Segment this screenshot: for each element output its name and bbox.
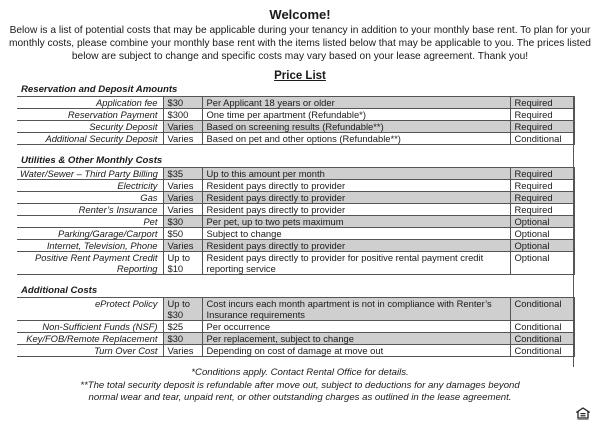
cost-description: Per Applicant 18 years or older bbox=[202, 97, 510, 109]
cost-item-label: Application fee bbox=[17, 97, 163, 109]
cost-item-label: Water/Sewer – Third Party Billing bbox=[17, 168, 163, 180]
table-row bbox=[17, 321, 574, 333]
cost-description: Resident pays directly to provider bbox=[202, 204, 510, 216]
cost-status: Required bbox=[510, 97, 574, 109]
cost-description: Resident pays directly to provider for positive rental payment credit reporting service bbox=[202, 252, 510, 275]
table-row bbox=[17, 180, 574, 192]
cost-status: Optional bbox=[510, 216, 574, 228]
table-right-border bbox=[573, 96, 574, 367]
cost-price: Varies bbox=[163, 345, 202, 357]
table-row bbox=[17, 97, 574, 109]
cost-price: $30 bbox=[163, 97, 202, 109]
table-row bbox=[17, 168, 574, 180]
cost-description: Depending on cost of damage at move out bbox=[202, 345, 510, 357]
table-row bbox=[17, 204, 574, 216]
table-row bbox=[17, 298, 574, 321]
cost-item-label: Parking/Garage/Carport bbox=[17, 228, 163, 240]
cost-price: $30 bbox=[163, 216, 202, 228]
price-sheet bbox=[17, 84, 574, 357]
cost-description: Per replacement, subject to change bbox=[202, 333, 510, 345]
cost-item-label: Pet bbox=[17, 216, 163, 228]
section-title: Utilities & Other Monthly Costs bbox=[21, 155, 163, 166]
cost-item-label: Key/FOB/Remote Replacement bbox=[17, 333, 163, 345]
cost-item-label: Gas bbox=[17, 192, 163, 204]
cost-price: Varies bbox=[163, 192, 202, 204]
cost-item-label: Electricity bbox=[17, 180, 163, 192]
cost-price: $300 bbox=[163, 109, 202, 121]
table-row bbox=[17, 109, 574, 121]
table-row bbox=[17, 333, 574, 345]
cost-status: Optional bbox=[510, 252, 574, 275]
cost-description: Resident pays directly to provider bbox=[202, 180, 510, 192]
cost-price: $50 bbox=[163, 228, 202, 240]
intro-paragraph: Below is a list of potential costs that may be applicable during your tenancy in addition to your monthly base rent. To plan for your monthly costs, please combine your monthly base rent with the items listed below that may be applicable to you. The prices listed below are subject to change and specific costs may vary based on your lease agreement. Thank you! bbox=[9, 25, 591, 63]
page-title: Welcome! bbox=[269, 7, 331, 22]
section-gap bbox=[17, 145, 574, 155]
cost-status: Required bbox=[510, 180, 574, 192]
cost-price: Up to $30 bbox=[163, 298, 202, 321]
cost-status: Required bbox=[510, 121, 574, 133]
cost-status: Optional bbox=[510, 240, 574, 252]
cost-item-label: Internet, Television, Phone bbox=[17, 240, 163, 252]
price-table bbox=[17, 297, 575, 357]
cost-item-label: Renter’s Insurance bbox=[17, 204, 163, 216]
cost-status: Conditional bbox=[510, 321, 574, 333]
cost-status: Conditional bbox=[510, 333, 574, 345]
cost-status: Conditional bbox=[510, 133, 574, 145]
table-row bbox=[17, 252, 574, 275]
cost-description: Per occurrence bbox=[202, 321, 510, 333]
cost-status: Required bbox=[510, 168, 574, 180]
cost-description: Based on screening results (Refundable**) bbox=[202, 121, 510, 133]
cost-price: Varies bbox=[163, 240, 202, 252]
table-row bbox=[17, 216, 574, 228]
cost-description: Based on pet and other options (Refundable**) bbox=[202, 133, 510, 145]
cost-status: Conditional bbox=[510, 298, 574, 321]
cost-price: Varies bbox=[163, 133, 202, 145]
cost-item-label: Security Deposit bbox=[17, 121, 163, 133]
cost-price: Up to $10 bbox=[163, 252, 202, 275]
table-row bbox=[17, 192, 574, 204]
cost-item-label: eProtect Policy bbox=[17, 298, 163, 321]
cost-item-label: Turn Over Cost bbox=[17, 345, 163, 357]
section-title: Additional Costs bbox=[21, 285, 98, 296]
table-row bbox=[17, 121, 574, 133]
price-table bbox=[17, 96, 575, 145]
price-table bbox=[17, 167, 575, 275]
cost-price: Varies bbox=[163, 121, 202, 133]
table-row bbox=[17, 133, 574, 145]
cost-item-label: Positive Rent Payment Credit Reporting bbox=[17, 252, 163, 275]
table-row bbox=[17, 240, 574, 252]
cost-status: Required bbox=[510, 192, 574, 204]
cost-price: Varies bbox=[163, 204, 202, 216]
cost-description: Up to this amount per month bbox=[202, 168, 510, 180]
cost-price: $25 bbox=[163, 321, 202, 333]
price-list-heading: Price List bbox=[274, 70, 326, 82]
table-row bbox=[17, 345, 574, 357]
cost-status: Required bbox=[510, 204, 574, 216]
cost-status: Required bbox=[510, 109, 574, 121]
cost-price: Varies bbox=[163, 180, 202, 192]
cost-description: Resident pays directly to provider bbox=[202, 192, 510, 204]
footnote-deposit-text: **The total security deposit is refundable after move out, subject to deductions for any damages beyond normal wear and tear, unpaid rent, or other outstanding charges as outlined in the lease agreement. bbox=[80, 380, 520, 403]
table-row bbox=[17, 228, 574, 240]
cost-price: $35 bbox=[163, 168, 202, 180]
cost-item-label: Additional Security Deposit bbox=[17, 133, 163, 145]
equal-housing-logo bbox=[576, 407, 590, 421]
cost-item-label: Non-Sufficient Funds (NSF) bbox=[17, 321, 163, 333]
footnote-conditions: *Conditions apply. Contact Rental Office for details. bbox=[191, 367, 409, 378]
cost-description: Cost incurs each month apartment is not in compliance with Renter’s Insurance requirements bbox=[202, 298, 510, 321]
cost-description: Subject to change bbox=[202, 228, 510, 240]
equal-housing-opportunity-icon bbox=[576, 407, 590, 421]
cost-status: Optional bbox=[510, 228, 574, 240]
section-title: Reservation and Deposit Amounts bbox=[21, 84, 178, 95]
cost-price: $30 bbox=[163, 333, 202, 345]
cost-description: Per pet, up to two pets maximum bbox=[202, 216, 510, 228]
cost-description: Resident pays directly to provider bbox=[202, 240, 510, 252]
cost-item-label: Reservation Payment bbox=[17, 109, 163, 121]
footnote-deposit bbox=[0, 380, 600, 404]
cost-description: One time per apartment (Refundable*) bbox=[202, 109, 510, 121]
cost-status: Conditional bbox=[510, 345, 574, 357]
section-gap bbox=[17, 275, 574, 285]
